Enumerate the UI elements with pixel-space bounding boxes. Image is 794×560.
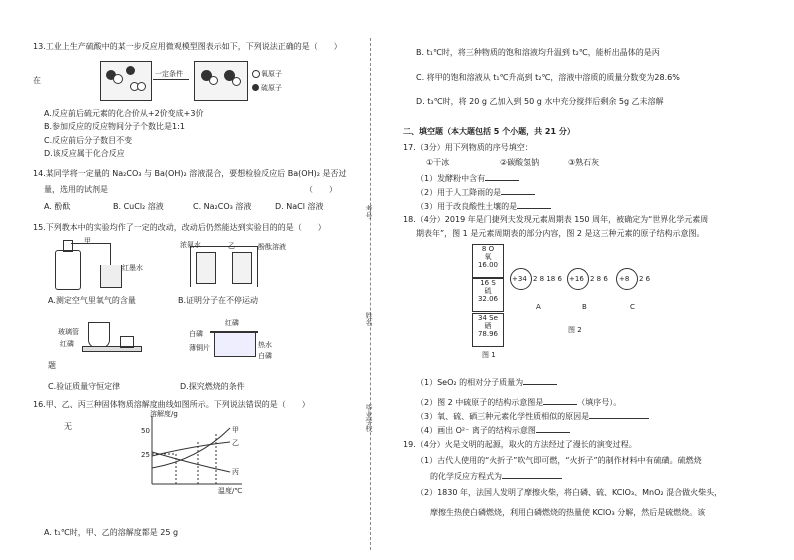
q17-p3-text: （3）用于改良酸性土壤的是 <box>416 202 518 211</box>
atom-a-electrons: 2 8 18 6 <box>533 275 562 283</box>
erlenmeyer <box>88 322 110 348</box>
atom-b-label: B <box>582 303 587 311</box>
q14-option-c: C. Na₂CO₃ 溶液 <box>193 202 252 211</box>
element-cell-oxygen <box>472 244 504 278</box>
label-red-ink: 红墨水 <box>122 264 143 272</box>
bell-jar <box>190 246 258 287</box>
series-yi: 乙 <box>232 439 239 447</box>
answer-blank[interactable] <box>501 186 535 195</box>
q18-p1-text: （1）SeO₂ 的相对分子质量为 <box>416 378 524 387</box>
q18-stem-2: 期表年”，图 1 是元素周期表的部分内容，图 2 是这三种元素的原子结构示意图。 <box>416 229 705 238</box>
q19-p1: （1）古代人使用的“火折子”吹气即可燃，“火折子”的制作材料中有硫磺。硫燃烧 <box>416 456 702 465</box>
oxygen-atom <box>137 82 146 91</box>
q19-p2b: 摩擦生热使白磷燃烧，利用白磷燃烧的热量使 KClO₃ 分解，然后是硫燃烧。该 <box>430 508 706 517</box>
element-mass: 16.00 <box>477 261 499 269</box>
solubility-graph <box>138 412 248 492</box>
answer-blank[interactable] <box>536 424 570 433</box>
legend-oxygen: 氧原子 <box>261 70 282 78</box>
q18-p1 <box>416 376 557 388</box>
q19-p1b <box>430 470 562 482</box>
margin-xuexiao: 毕业学校 <box>365 404 373 432</box>
element-cell-sulfur <box>472 278 504 312</box>
label-glass-tube: 玻璃管 <box>58 328 79 336</box>
q18-p2-text: （2）图 2 中硫原子的结构示意图是 <box>416 398 544 407</box>
q17-opt3: ③熟石灰 <box>568 158 600 167</box>
atom-a-label: A <box>536 303 541 311</box>
copper-plate <box>210 331 258 333</box>
answer-blank[interactable] <box>543 396 577 405</box>
answer-blank[interactable] <box>502 470 562 479</box>
series-jia: 甲 <box>232 426 239 434</box>
label-red-p-d: 红磷 <box>225 319 239 327</box>
reaction-arrow <box>153 79 189 80</box>
answer-blank[interactable] <box>523 376 557 385</box>
atom-b-charge: +16 <box>569 275 584 283</box>
weight <box>120 336 134 348</box>
atom-c-electrons: 2 6 <box>639 275 651 283</box>
q14-option-d: D. NaCl 溶液 <box>275 202 324 211</box>
label-ammonia: 浓氨水 <box>180 241 201 249</box>
element-name: 硒 <box>484 322 492 330</box>
q15-option-b: B.证明分子在不停运动 <box>178 296 259 305</box>
q19-p2: （2）1830 年，法国人发明了摩擦火柴，将白磷、硫、KClO₃、MnO₂ 混合做火柴头， <box>416 488 723 497</box>
q18-p2-suffix: （填序号）。 <box>577 398 622 407</box>
oxygen-atom <box>232 77 241 86</box>
oxygen-atom <box>209 76 218 85</box>
tick-25: 25 <box>141 451 150 459</box>
x-axis-label: 温度/℃ <box>218 487 243 495</box>
element-mass: 78.96 <box>477 330 499 338</box>
q13-option-d: D.该反应属于化合反应 <box>44 149 125 158</box>
q14-option-b: B. CuCl₂ 溶液 <box>113 202 164 211</box>
q18-p4-text: （4）画出 O²⁻ 离子的结构示意图 <box>416 426 536 435</box>
q15-option-a: A.测定空气里氧气的含量 <box>48 296 136 305</box>
q17-p1 <box>416 172 519 184</box>
q16-option-b: B. t₁℃时，将三种物质的饱和溶液均升温到 t₂℃，能析出晶体的是丙 <box>416 48 660 57</box>
q16-option-a: A. t₁℃时，甲、乙的溶解度都是 25 g <box>44 528 179 537</box>
beaker <box>100 265 122 288</box>
column-divider <box>370 38 371 550</box>
oxygen-atom <box>113 74 123 84</box>
label-copper: 薄铜片 <box>189 344 210 352</box>
q18-p2 <box>416 396 621 408</box>
q15-option-c: C.验证质量守恒定律 <box>48 382 121 391</box>
margin-kaohao: 考号 <box>365 205 373 219</box>
legend-sulfur: 硫原子 <box>261 84 282 92</box>
margin-char: 在 <box>33 76 41 85</box>
q18-p3-text: （3）氧、硫、硒三种元素化学性质相似的原因是 <box>416 412 590 421</box>
q16-margin-char: 无 <box>64 422 72 431</box>
q18-stem: 18.（4分）2019 年是门捷列夫发现元素周期表 150 周年，被确定为“世界化学元素周 <box>403 215 709 224</box>
margin-xingming: 姓名 <box>365 312 373 326</box>
tube <box>71 243 111 244</box>
label-phenol: 酚酞溶液 <box>258 243 286 251</box>
answer-blank[interactable] <box>485 172 519 181</box>
q17-opt1: ①干冰 <box>426 158 450 167</box>
label-yi: 乙 <box>228 242 235 250</box>
flask-neck <box>63 240 73 252</box>
legend-oxygen-icon <box>252 70 260 78</box>
q14-stem: 14.某同学将一定量的 Na₂CO₃ 与 Ba(OH)₂ 溶液混合，要想检验反应后 Ba(OH)₂ 是否过 <box>33 169 347 178</box>
q16-option-d: D. t₃℃时，将 20 g 乙加入到 50 g 水中充分搅拌后剩余 5g 乙未溶解 <box>416 97 664 106</box>
curve-bing <box>152 452 230 472</box>
atom-c-charge: +8 <box>619 275 630 283</box>
q13-stem: 13.工业上生产硫酸中的某一步反应用微观模型图表示如下，下列说法正确的是（ ） <box>33 42 342 51</box>
q17-p2 <box>416 186 535 198</box>
q18-p3 <box>416 410 649 422</box>
label-jia: 甲 <box>84 237 91 245</box>
q15-stem: 15.下列教本中的实验均作了一定的改动，改动后仍然能达到实验目的的是（ ） <box>33 223 326 232</box>
sulfur-atom <box>126 66 135 75</box>
q16-stem: 16.甲、乙、丙三种固体物质溶解度曲线如图所示。下列说法错误的是（ ） <box>33 400 310 409</box>
q15-margin-char: 题 <box>48 361 56 370</box>
fig2-caption: 图 2 <box>568 326 582 334</box>
q18-p4 <box>416 424 570 436</box>
q17-stem: 17.（3分）用下列物质的序号填空： <box>403 143 533 152</box>
q17-p1-text: （1）发酵粉中含有 <box>416 174 486 183</box>
q17-p2-text: （2）用于人工降雨的是 <box>416 188 502 197</box>
q19-p1b-text: 的化学反应方程式为 <box>430 472 502 481</box>
tick-50: 50 <box>141 427 150 435</box>
legend-sulfur-icon <box>252 84 259 91</box>
atom-b-electrons: 2 8 6 <box>590 275 608 283</box>
label-red-p: 红磷 <box>60 340 74 348</box>
atom-c-label: C <box>630 303 635 311</box>
curve-yi <box>152 442 230 456</box>
label-hot-water: 热水 <box>258 341 272 349</box>
q13-option-b: B.参加反应的反应物间分子个数比是1:1 <box>44 122 185 131</box>
element-number: 16 S <box>480 279 496 287</box>
answer-blank[interactable] <box>517 200 551 209</box>
element-cell-selenium <box>472 313 504 347</box>
element-name: 氧 <box>484 253 492 261</box>
q13-option-a: A.反应前后硫元素的化合价从+2价变成+3价 <box>44 109 204 118</box>
q17-p3 <box>416 200 551 212</box>
q17-opt2: ②碳酸氢钠 <box>500 158 540 167</box>
element-number: 34 Se <box>478 314 498 322</box>
answer-blank[interactable] <box>589 410 649 419</box>
q15-option-d: D.探究燃烧的条件 <box>180 382 245 391</box>
arrow-label: 一定条件 <box>155 70 183 78</box>
hot-water-beaker <box>214 332 256 357</box>
element-number: 8 O <box>481 245 495 253</box>
atom-a-charge: +34 <box>512 275 527 283</box>
q14-option-a: A. 酚酞 <box>44 202 71 211</box>
y-axis-label: 溶解度/g <box>150 410 178 418</box>
q14-stem-2: 量，选用的试剂是 <box>44 185 108 194</box>
flask <box>55 250 81 290</box>
label-white-p-2: 白磷 <box>258 352 272 360</box>
q16-option-c: C. 将甲的饱和溶液从 t₁℃升高到 t₂℃，溶液中溶质的质量分数变为28.6% <box>416 73 680 82</box>
q14-paren: （ ） <box>305 185 337 194</box>
q19-stem: 19.（4分）火是文明的起源，取火的方法经过了漫长的演变过程。 <box>403 440 637 449</box>
series-bing: 丙 <box>232 468 239 476</box>
label-white-p: 白磷 <box>189 330 203 338</box>
section-2-title: 二、填空题（本大题包括 5 个小题，共 21 分） <box>403 127 575 136</box>
element-mass: 32.06 <box>477 295 499 303</box>
element-name: 硫 <box>484 287 492 295</box>
fig1-caption: 图 1 <box>482 351 496 359</box>
q13-option-c: C.反应前后分子数目不变 <box>44 136 133 145</box>
